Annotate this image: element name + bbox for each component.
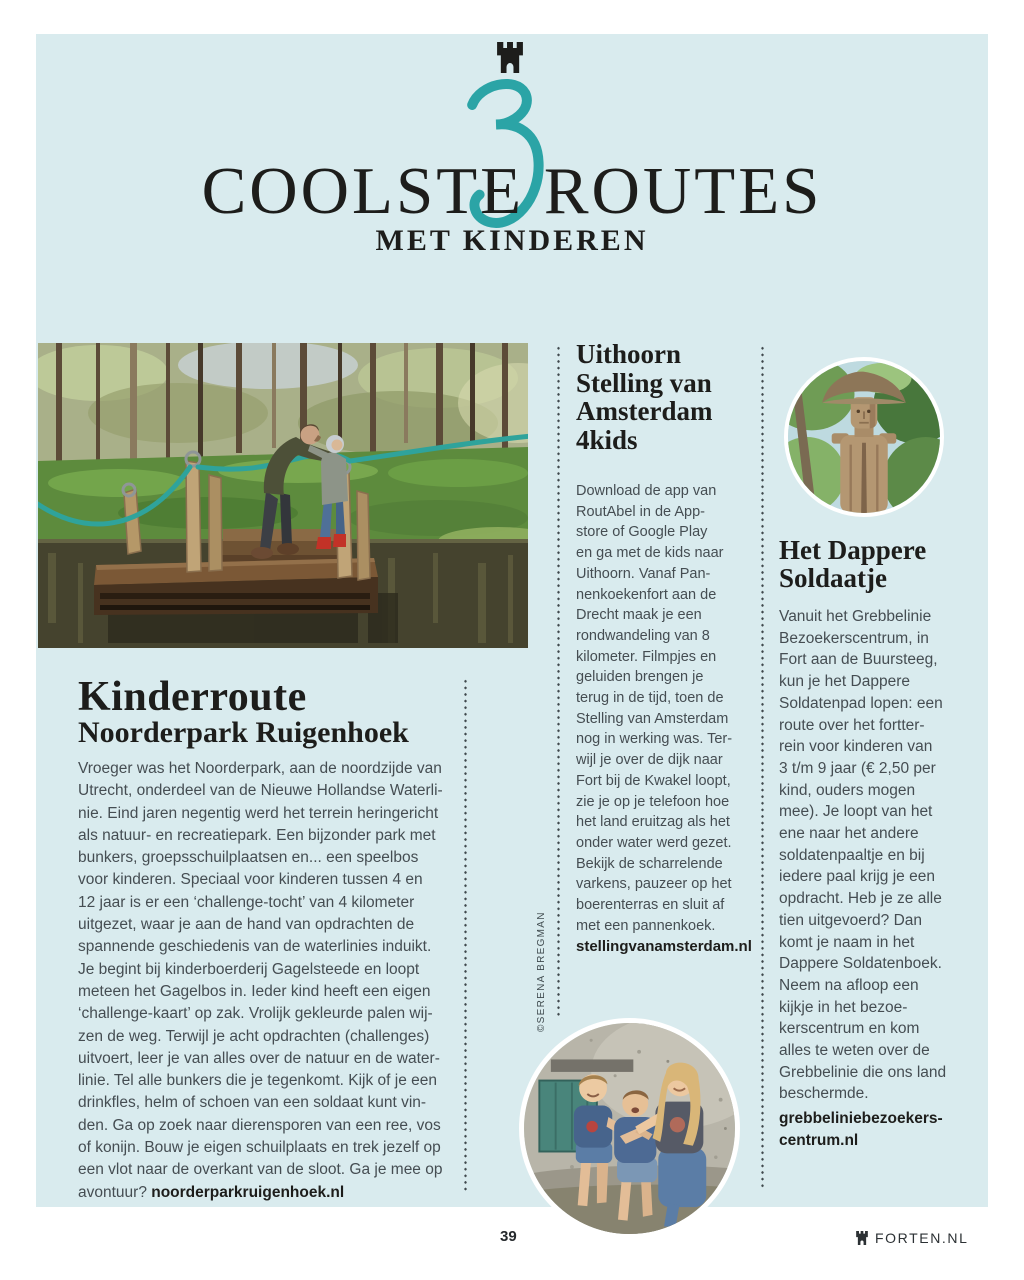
- article-title-soldaatje: Het Dappere Soldaatje: [779, 535, 927, 593]
- article-body-kinderroute: Vroeger was het Noorderpark, aan de noordzijde van Utrecht, onderdeel van de Nieuwe Hollandse Waterli- nie. Eind jaren negentig werd het terrein heringericht als natuur- en recreatiepark. Een bijzonder park met bunkers, groepsschuilplaatsen en... een speelbos voor kinderen. Speciaal voor kinderen tussen 4 en 12 jaar is er een ‘challenge-tocht’ van 4 kilometer uitgezet, waar je aan de hand van opdrachten de spannende geschiedenis van de waterlinies induikt. Je begint bij kinderboerderij Gagelsteede en loopt meteen het Gagelbos in. Ieder kind heeft een eigen ‘challenge-kaart’ op zak. Vrolijk gekleurde palen wij- zen de weg. Terwijl je acht opdrachten (challenges) uitvoert, leer je van alles over de natuur en de water- linie. Tel alle bunkers die je tegenkomt. Kijk of je een drinkfles, helm of schoen van een soldaat kunt vin- den. Ga op zoek naar dierensporen van een ree, vos of konijn. Bouw je eigen schuilplaats en trek jezelf op een vlot naar de overkant van de sloot. Ga je mee op: [78, 760, 443, 1179]
- castle-tower-icon: [497, 42, 523, 73]
- article-body-soldaatje: Vanuit het Grebbelinie Bezoekerscentrum, in Fort aan de Buursteeg, kun je het Dappere Soldatenpad lopen: een route over het fortter- rein voor kinderen van 3 t/m 9 jaar (€ 2,50 per kind, ouders mogen mee). Je loopt van het ene naar het andere soldatenpaaltje en bij iedere paal krijg je een opdracht. Heb je ze alle tien uitgevoerd? Dan komt je naam in het Dappere Soldatenboek. Neem na afloop een kijkje in het bezoe- kerscentrum en kom alles te weten over de Grebbelinie die ons land beschermde.: [779, 608, 947, 1103]
- wooden-soldier-photo: [784, 357, 944, 517]
- castle-tower-icon: [856, 1231, 868, 1245]
- brand-name: FORTEN.NL: [875, 1230, 969, 1246]
- page-subtitle: MET KINDEREN: [375, 224, 649, 257]
- article-title-kinderroute: Kinderroute: [78, 674, 307, 720]
- brand-footer: [856, 1230, 969, 1246]
- last-line-text: avontuur?: [78, 1184, 152, 1201]
- raft-photo: [38, 343, 528, 648]
- photo-credit: ©SERENA BREGMAN: [536, 911, 547, 1032]
- dotted-divider-right: [761, 345, 764, 1190]
- kids-photo: [519, 1018, 740, 1239]
- website-link-grebbelinie[interactable]: grebbeliniebezoekers- centrum.nl: [779, 1110, 943, 1149]
- dotted-divider-middle: [557, 345, 560, 1016]
- page-number: 39: [500, 1228, 517, 1245]
- raft: [94, 558, 378, 615]
- article-last-line: [78, 1182, 344, 1204]
- article-subtitle-noorderpark: Noorderpark Ruigenhoek: [78, 716, 409, 749]
- article-title-uithoorn: Uithoorn Stelling van Amsterdam 4kids: [576, 339, 713, 455]
- website-link-stelling[interactable]: stellingvanamsterdam.nl: [576, 938, 752, 955]
- website-link-noorderpark[interactable]: noorderparkruigenhoek.nl: [151, 1184, 345, 1201]
- page-title: COOLSTE ROUTES: [201, 154, 823, 228]
- article-body-uithoorn: Download de app van RoutAbel in de App- store of Google Play en ga met de kids naar Uithoorn. Vanaf Pan- nenkoekenfort aan de Drecht maak je een rondwandeling van 8 kilometer. Filmpjes en geluiden brengen je terug in de tijd, toen de Stelling van Amsterdam nog in werking was. Ter- wijl je over de dijk naar Fort bij de Kwakel loopt, zie je op je telefoon hoe het land eruitzag als het onder water werd gezet. Bekijk de scharrelende varkens, pauzeer op het boerenterras en sluit af met een pannenkoek.: [576, 483, 733, 934]
